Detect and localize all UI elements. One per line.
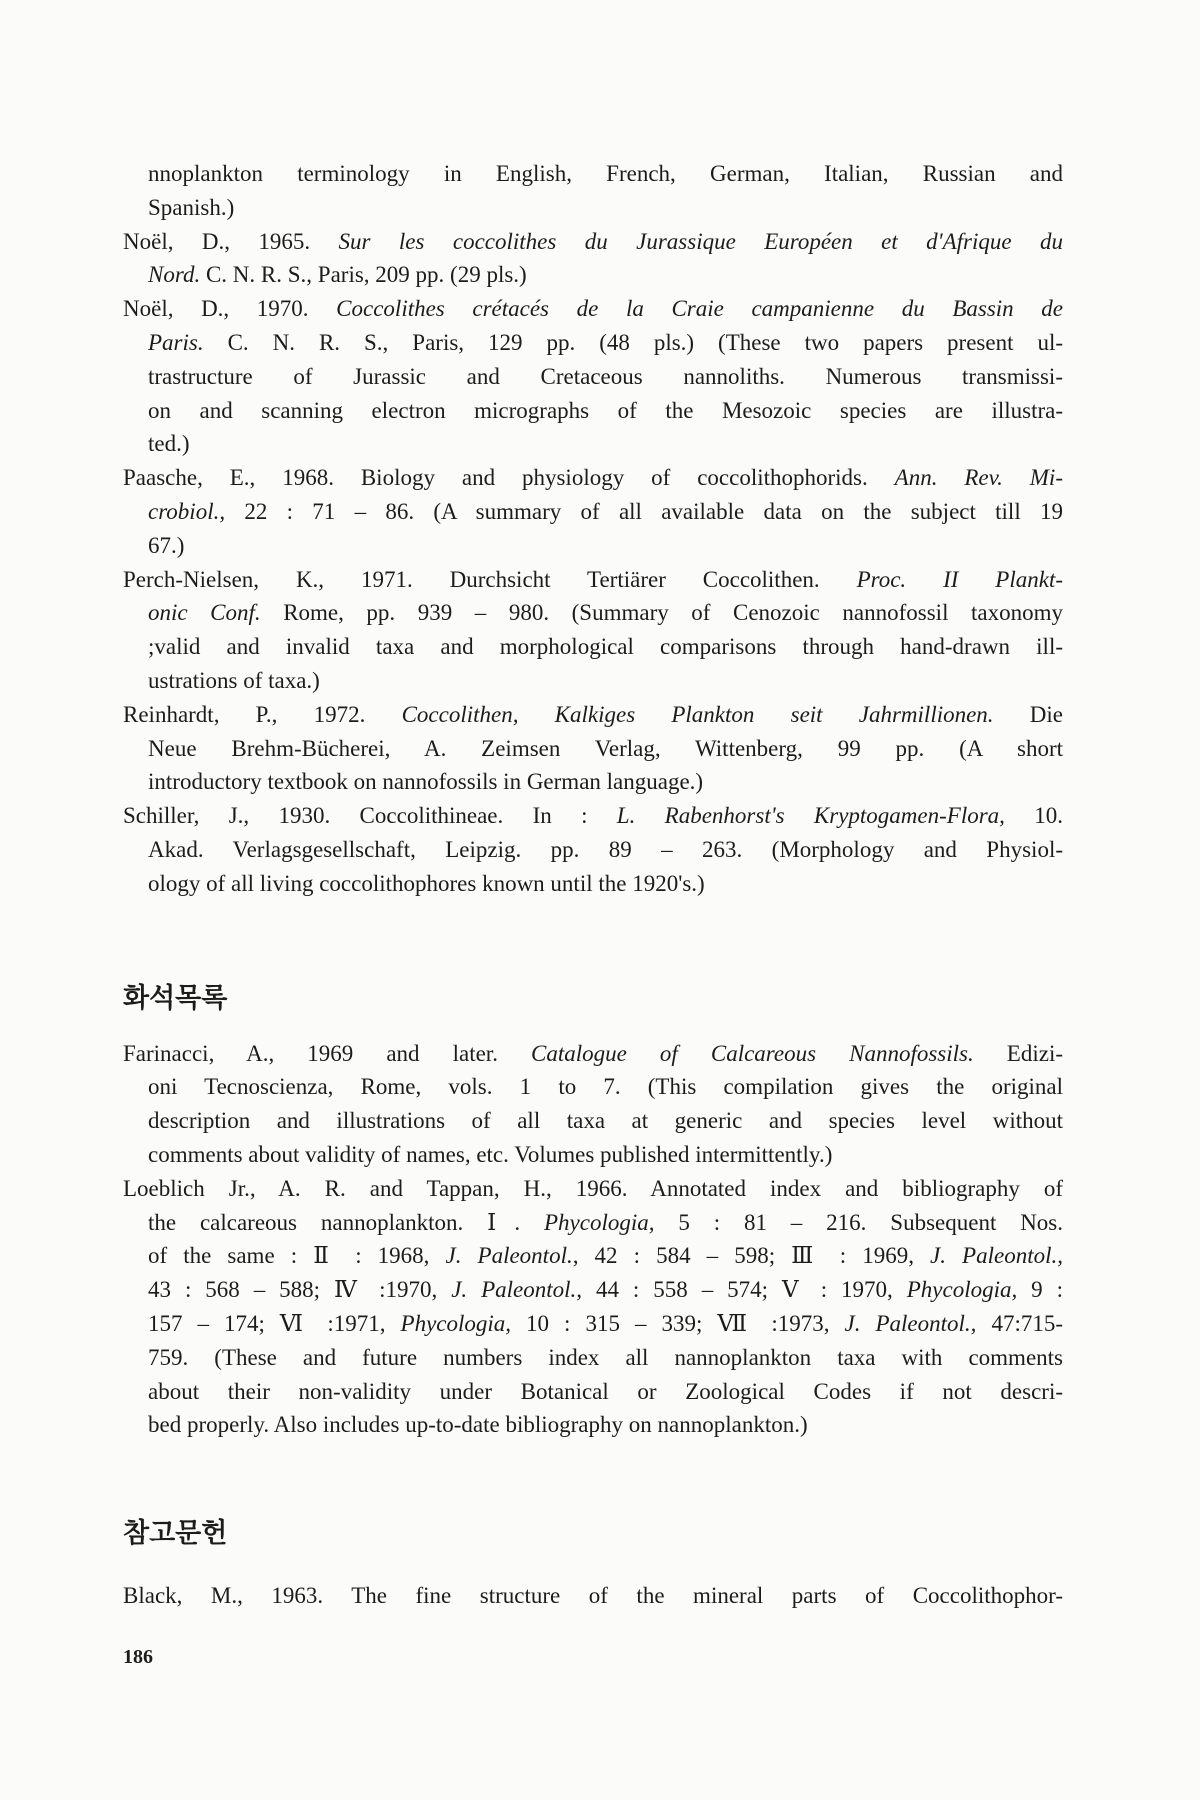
- text-line: [123, 529, 1063, 563]
- text-span: Reinhardt, P., 1972.: [123, 701, 402, 727]
- bibliography-section-fossil-catalog: [123, 1037, 1063, 1443]
- text-span: introductory textbook on nannofossils in German language.): [148, 769, 704, 795]
- text-span: Spanish.): [148, 194, 235, 220]
- text-line: [123, 867, 1063, 901]
- reference-entry-start: [123, 1172, 1063, 1206]
- text-span: C. N. R. S., Paris, 209 pp. (29 pls.): [200, 262, 527, 288]
- italic-title: Sur les coccolithes du Jurassique Européen et d'Afrique du: [338, 228, 1063, 254]
- text-span: 5 : 81 – 216. Subsequent Nos.: [654, 1209, 1063, 1235]
- bibliography-section-references: [123, 1579, 1063, 1613]
- text-line: [123, 157, 1063, 191]
- text-span: ;valid and invalid taxa and morphological comparisons through hand-drawn ill-: [148, 634, 1063, 660]
- text-span: Noël, D., 1965.: [123, 228, 339, 254]
- text-span: Black, M., 1963. The fine structure of the mineral parts of Coccolithophor-: [123, 1583, 1063, 1609]
- text-span: oni Tecnoscienza, Rome, vols. 1 to 7. (This compilation gives the original: [148, 1074, 1063, 1100]
- reference-entry-start: [123, 292, 1063, 326]
- text-span: 42 : 584 – 598; Ⅲ : 1969,: [578, 1243, 931, 1269]
- text-span: about their non-validity under Botanical or Zoological Codes if not descri-: [148, 1378, 1063, 1404]
- text-line: [123, 360, 1063, 394]
- text-span: 67.): [148, 532, 185, 558]
- text-span: ology of all living coccolithophores known until the 1920's.): [148, 870, 705, 896]
- text-line: [123, 495, 1063, 529]
- text-span: 22 : 71 – 86. (A summary of all available data on the subject till 19: [225, 498, 1063, 524]
- text-line: [123, 732, 1063, 766]
- page-body: [123, 157, 1063, 1613]
- heading-references: 참고문헌: [123, 1518, 228, 1550]
- text-line: [123, 326, 1063, 360]
- text-span: the calcareous nannoplankton. Ⅰ.: [148, 1209, 544, 1235]
- italic-title: L. Rabenhorst's Kryptogamen-Flora,: [616, 803, 1005, 829]
- text-span: 759. (These and future numbers index all nannoplankton taxa with comments: [148, 1344, 1063, 1370]
- text-line: [123, 664, 1063, 698]
- italic-title: Phycologia,: [400, 1310, 512, 1336]
- italic-title: J. Paleontol.,: [844, 1310, 977, 1336]
- italic-title: J. Paleontol.,: [451, 1277, 583, 1303]
- text-line: [123, 1375, 1063, 1409]
- text-line: [123, 1138, 1063, 1172]
- reference-entry-start: [123, 799, 1063, 833]
- text-span: C. N. R. S., Paris, 129 pp. (48 pls.) (These two papers present ul-: [203, 329, 1063, 355]
- italic-title: crobiol.,: [148, 498, 226, 524]
- heading-fossil-catalog: 화석목록: [123, 982, 228, 1014]
- text-line: [123, 1070, 1063, 1104]
- text-span: ustrations of taxa.): [148, 667, 320, 693]
- bibliography-section-general: [123, 157, 1063, 901]
- italic-title: Phycologia,: [543, 1209, 655, 1235]
- text-span: 157 – 174; Ⅵ :1971,: [148, 1310, 401, 1336]
- reference-entry-start: [123, 1579, 1063, 1613]
- text-line: [123, 1408, 1063, 1442]
- reference-entry-start: [123, 1037, 1063, 1071]
- text-span: Edizi-: [973, 1040, 1063, 1066]
- text-span: trastructure of Jurassic and Cretaceous nannoliths. Numerous transmissi-: [148, 363, 1063, 389]
- reference-entry-start: [123, 563, 1063, 597]
- text-line: [123, 427, 1063, 461]
- text-span: 43 : 568 – 588; Ⅳ :1970,: [148, 1277, 452, 1303]
- text-span: 47:715-: [976, 1310, 1063, 1336]
- text-span: Die: [993, 701, 1063, 727]
- text-span: comments about validity of names, etc. Volumes published intermittently.): [148, 1141, 833, 1167]
- text-line: [123, 258, 1063, 292]
- italic-title: Coccolithen, Kalkiges Plankton seit Jahrmillionen.: [401, 701, 994, 727]
- text-span: Perch-Nielsen, K., 1971. Durchsicht Tertiärer Coccolithen.: [123, 566, 857, 592]
- text-span: 9 :: [1017, 1277, 1064, 1303]
- italic-title: Paris.: [148, 329, 204, 355]
- italic-title: Catalogue of Calcareous Nannofossils.: [531, 1040, 974, 1066]
- text-span: Akad. Verlagsgesellschaft, Leipzig. pp. 89 – 263. (Morphology and Physiol-: [148, 836, 1063, 862]
- text-span: nnoplankton terminology in English, French, German, Italian, Russian and: [148, 161, 1063, 186]
- text-line: [123, 1341, 1063, 1375]
- text-span: on and scanning electron micrographs of the Mesozoic species are illustra-: [148, 397, 1063, 423]
- text-span: Neue Brehm-Bücherei, A. Zeimsen Verlag, Wittenberg, 99 pp. (A short: [148, 735, 1063, 761]
- text-span: Loeblich Jr., A. R. and Tappan, H., 1966. Annotated index and bibliography of: [123, 1175, 1063, 1201]
- text-line: [123, 596, 1063, 630]
- text-line: [123, 765, 1063, 799]
- text-line: [123, 1273, 1063, 1307]
- text-span: Schiller, J., 1930. Coccolithineae. In :: [123, 803, 617, 829]
- text-span: 44 : 558 – 574; Ⅴ : 1970,: [582, 1277, 907, 1303]
- text-line: [123, 191, 1063, 225]
- text-line: [123, 1307, 1063, 1341]
- reference-entry-start: [123, 461, 1063, 495]
- italic-title: Ann. Rev. Mi-: [894, 465, 1063, 491]
- text-line: [123, 394, 1063, 428]
- text-span: Rome, pp. 939 – 980. (Summary of Cenozoic nannofossil taxonomy: [260, 600, 1063, 626]
- italic-title: onic Conf.: [148, 600, 261, 626]
- text-span: of the same : Ⅱ : 1968,: [148, 1243, 446, 1269]
- text-span: bed properly. Also includes up-to-date bibliography on nannoplankton.): [148, 1412, 808, 1438]
- italic-title: J. Paleontol.,: [445, 1243, 579, 1269]
- reference-entry-start: [123, 698, 1063, 732]
- italic-title: J. Paleontol.,: [930, 1243, 1063, 1269]
- text-span: Farinacci, A., 1969 and later.: [123, 1040, 532, 1066]
- page-number: 186: [123, 1646, 153, 1668]
- text-line: [123, 1104, 1063, 1138]
- reference-entry-start: [123, 225, 1063, 259]
- text-line: [123, 630, 1063, 664]
- text-span: 10 : 315 – 339; Ⅶ :1973,: [511, 1310, 845, 1336]
- italic-title: Nord.: [148, 262, 201, 288]
- italic-title: Proc. II Plankt-: [856, 566, 1063, 592]
- text-span: 10.: [1004, 803, 1064, 829]
- text-line: [123, 833, 1063, 867]
- text-span: Noël, D., 1970.: [123, 296, 337, 322]
- text-span: Paasche, E., 1968. Biology and physiology of coccolithophorids.: [123, 465, 895, 491]
- text-line: [123, 1206, 1063, 1240]
- text-span: ted.): [148, 431, 190, 457]
- text-span: description and illustrations of all taxa at generic and species level without: [148, 1108, 1063, 1134]
- italic-title: Phycologia,: [906, 1277, 1018, 1303]
- italic-title: Coccolithes crétacés de la Craie campanienne du Bassin de: [336, 296, 1063, 322]
- text-line: [123, 1239, 1063, 1273]
